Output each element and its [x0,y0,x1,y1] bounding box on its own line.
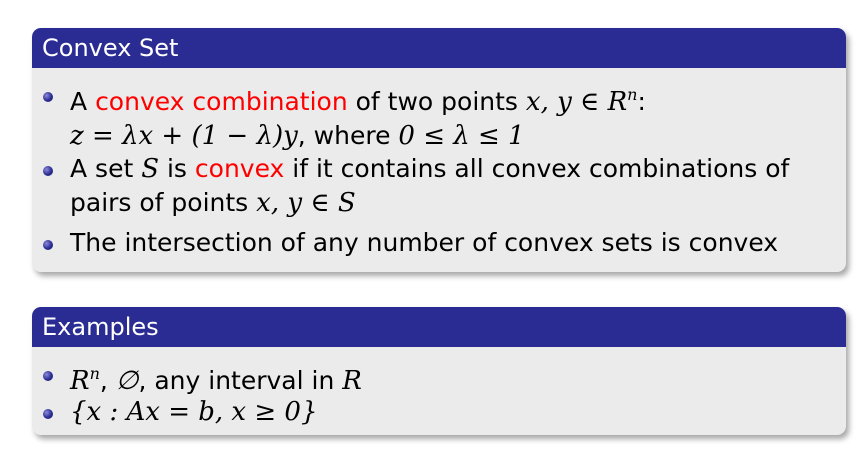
convex-set-block [32,28,846,272]
bullet-icon [43,92,53,102]
alert-term: convex [194,154,285,183]
math-expression: z = λx + (1 − λ)y [70,121,298,151]
math-expression: {x : Ax = b, x ≥ 0} [70,397,318,427]
alert-term: convex combination [95,87,348,116]
item-continuation: z = λx + (1 − λ)y, where 0 ≤ λ ≤ 1 [70,121,525,151]
block-title-convex-set: Convex Set [32,28,846,68]
list-item: A set S is convex if it contains all convex combinations of pairs of points x, y ∈ S [70,152,789,220]
bullet-icon [43,409,53,419]
empty-set-symbol: ∅ [115,366,139,396]
bullet-icon [43,371,53,381]
math-expression: S [141,154,160,184]
list-item: A convex combination of two points x, y ∈ $R^n$: z = λx + (1 − λ)y, where 0 ≤ λ ≤ 1 [70,78,646,153]
bullet-icon [43,166,53,176]
list-item: The intersection of any number of convex sets is convex [70,226,778,260]
list-item: $R^n$, ∅, any interval in R [70,357,362,398]
math-expression: R [342,366,362,396]
block-title-examples: Examples [32,307,846,347]
examples-block [32,307,846,435]
math-expression: 0 ≤ λ ≤ 1 [398,121,525,151]
math-expression: x, y ∈ R [525,87,628,117]
bullet-icon [43,240,53,250]
list-item [70,395,317,429]
math-expression: R [70,366,90,396]
item-continuation: pairs of points x, y ∈ S [70,188,356,218]
math-expression: x, y ∈ S [256,188,356,218]
